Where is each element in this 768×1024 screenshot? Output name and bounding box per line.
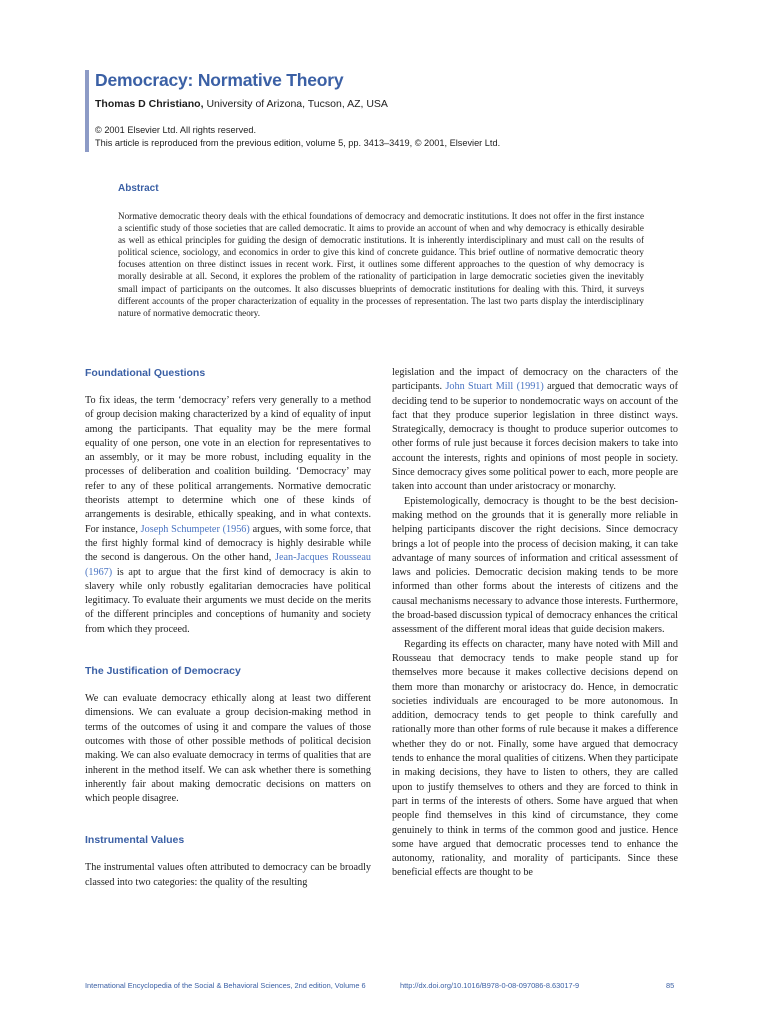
citation-link-schumpeter[interactable]: Joseph Schumpeter (1956) xyxy=(140,523,250,535)
section-heading-justification: The Justification of Democracy xyxy=(85,665,241,678)
paragraph-mill xyxy=(392,366,678,495)
paragraph-text: argues, with some force, that the first highly formal kind of democracy is highly desirable while the second is dangerous. On the other hand, xyxy=(85,523,372,564)
paragraph-instrumental: The instrumental values often attributed to democracy can be broadly classed into two categories: the quality of the resulting xyxy=(85,862,371,888)
author-line xyxy=(95,98,388,110)
paragraph-text: is apt to argue that the first kind of democracy is akin to slavery while only robustly egalitarian democracies have political legitimacy. To evaluate their arguments we must decide on the merits of the different principles and conceptions of humanity and society from which they proceed. xyxy=(85,566,371,635)
paragraph-epistemological: Epistemologically, democracy is thought to be the best decision-making method on the grounds that it is generally more reliable in helping participants discover the right decisions. Since democracy brings a lot of people into the process of decision making, it can take advantage of many sources of information and critical assessment of laws and policies. Democratic decision making tends to be more informed than other forms about the interests of citizens and the causal mechanisms necessary to advance those interests. Furthermore, the broad-based discussion typical of democracy enhances the critical assessment of the different moral ideas that guide decision makers. xyxy=(392,495,679,636)
paragraph-character: Regarding its effects on character, many have noted with Mill and Rousseau that democracy tends to make people stand up for themselves more because it makes collective decisions depend on them more than monarchy or aristocracy do. Hence, in democratic societies individuals are encouraged to be more autonomous. In addition, democracy tends to get people to think carefully and rationally more than other forms of rule because it makes a difference whether they do or not. Finally, some have argued that democracy tends to enhance the moral qualities of citizens. When they participate in making decisions, they have to listen to others, they are called upon to justify themselves to others and they are forced to think in part in terms of the interests of others. Some have argued that when people find themselves in this kind of circumstance, they come genuinely to think in terms of the common good and justice. Hence some have argued that democratic processes tend to enhance the autonomy, rationality, and morality of participants. Since these beneficial effects are thought to be xyxy=(392,638,678,879)
right-column xyxy=(392,366,678,881)
abstract-text: Normative democratic theory deals with the ethical foundations of democracy and democratic institutions. It does not offer in the first instance a scientific study of those societies that are called democratic. It aims to provide an account of when and why democracy is ethically desirable as well as ethical principles for guiding the design of democratic institutions. It is inherently interdisciplinary and must call on the results of political science, sociology, and economics in order to give this kind of concrete guidance. This brief outline of normative democratic theory focuses attention on three distinct issues in recent work. First, it outlines some different approaches to the question of why democracy is morally desirable at all. Second, it explores the problem of the rationality of participation in large democratic societies given the inevitably small impact of participants on the outcomes. It also discusses blueprints of democratic institutions for dealing with this. Third, it surveys different accounts of the proper characterization of equality in the processes of representation. The last two parts display the interdisciplinary nature of normative democratic theory. xyxy=(118,211,644,318)
section-heading-foundational-questions: Foundational Questions xyxy=(85,367,206,379)
citation-link-mill[interactable]: John Stuart Mill (1991) xyxy=(445,381,544,393)
citation-link-rousseau[interactable]: Jean-Jacques Rousseau (1967) xyxy=(85,552,372,578)
abstract-heading: Abstract xyxy=(118,183,159,194)
header-accent-bar xyxy=(85,70,89,152)
paragraph-text: To fix ideas, the term ‘democracy’ refers very generally to a method of group decision making characterized by a kind of equality of input among the participants. That equality may be the mere formal equality of one person, one vote in an election for representatives to an assembly, or it may be more robust, including equality in the processes of deliberation and coalition building. ‘Democracy’ may refer to any of these political arrangements. Normative democratic theorists attempt to determine which one of these kinds of arrangements is desirable, ethically speaking, and in what contexts. For instance, xyxy=(85,395,371,535)
paragraph-text: argued that democratic ways of deciding tend to be superior to nondemocratic ways on account of the fact that they produce superior legislation in three distinct ways. Strategically, democracy is thought to produce superior outcomes to other forms of rule just because it forces decision makers to take into account the interests, rights and opinions of most people in society. Since democracy gives some political power to each, more people are taken into account than under aristocracy or monarchy. xyxy=(392,381,679,493)
reproduction-note: This article is reproduced from the previous edition, volume 5, pp. 3413–3419, © 2001, Elsevier Ltd. xyxy=(95,137,501,148)
article-title: Democracy: Normative Theory xyxy=(95,70,344,90)
copyright-block xyxy=(95,124,500,149)
left-column xyxy=(85,366,371,890)
footer-journal: International Encyclopedia of the Social & Behavioral Sciences, 2nd edition, Volume 6 xyxy=(85,981,366,990)
paragraph-text: legislation and the impact of democracy on the characters of the participants. xyxy=(392,367,678,393)
author-affiliation: University of Arizona, Tucson, AZ, USA xyxy=(206,98,388,110)
copyright-line: © 2001 Elsevier Ltd. All rights reserved. xyxy=(95,125,256,135)
paragraph-foundational xyxy=(85,394,371,637)
footer-doi-link[interactable]: http://dx.doi.org/10.1016/B978-0-08-097086-8.63017-9 xyxy=(400,981,580,990)
section-heading-instrumental-values: Instrumental Values xyxy=(85,834,185,847)
footer-page-number: 85 xyxy=(666,981,675,990)
paragraph-justification: We can evaluate democracy ethically along at least two different dimensions. We can evaluate a group decision-making method in terms of the outcomes of using it and compare the values of those outcomes with those of other possible methods of political decision making. We can also evaluate democracy in terms of qualities that are inherent in the method itself. We can ask whether there is something inherently fair about making democratic decisions on matters on which people disagree. xyxy=(85,693,371,805)
author-name: Thomas D Christiano, xyxy=(95,98,204,110)
